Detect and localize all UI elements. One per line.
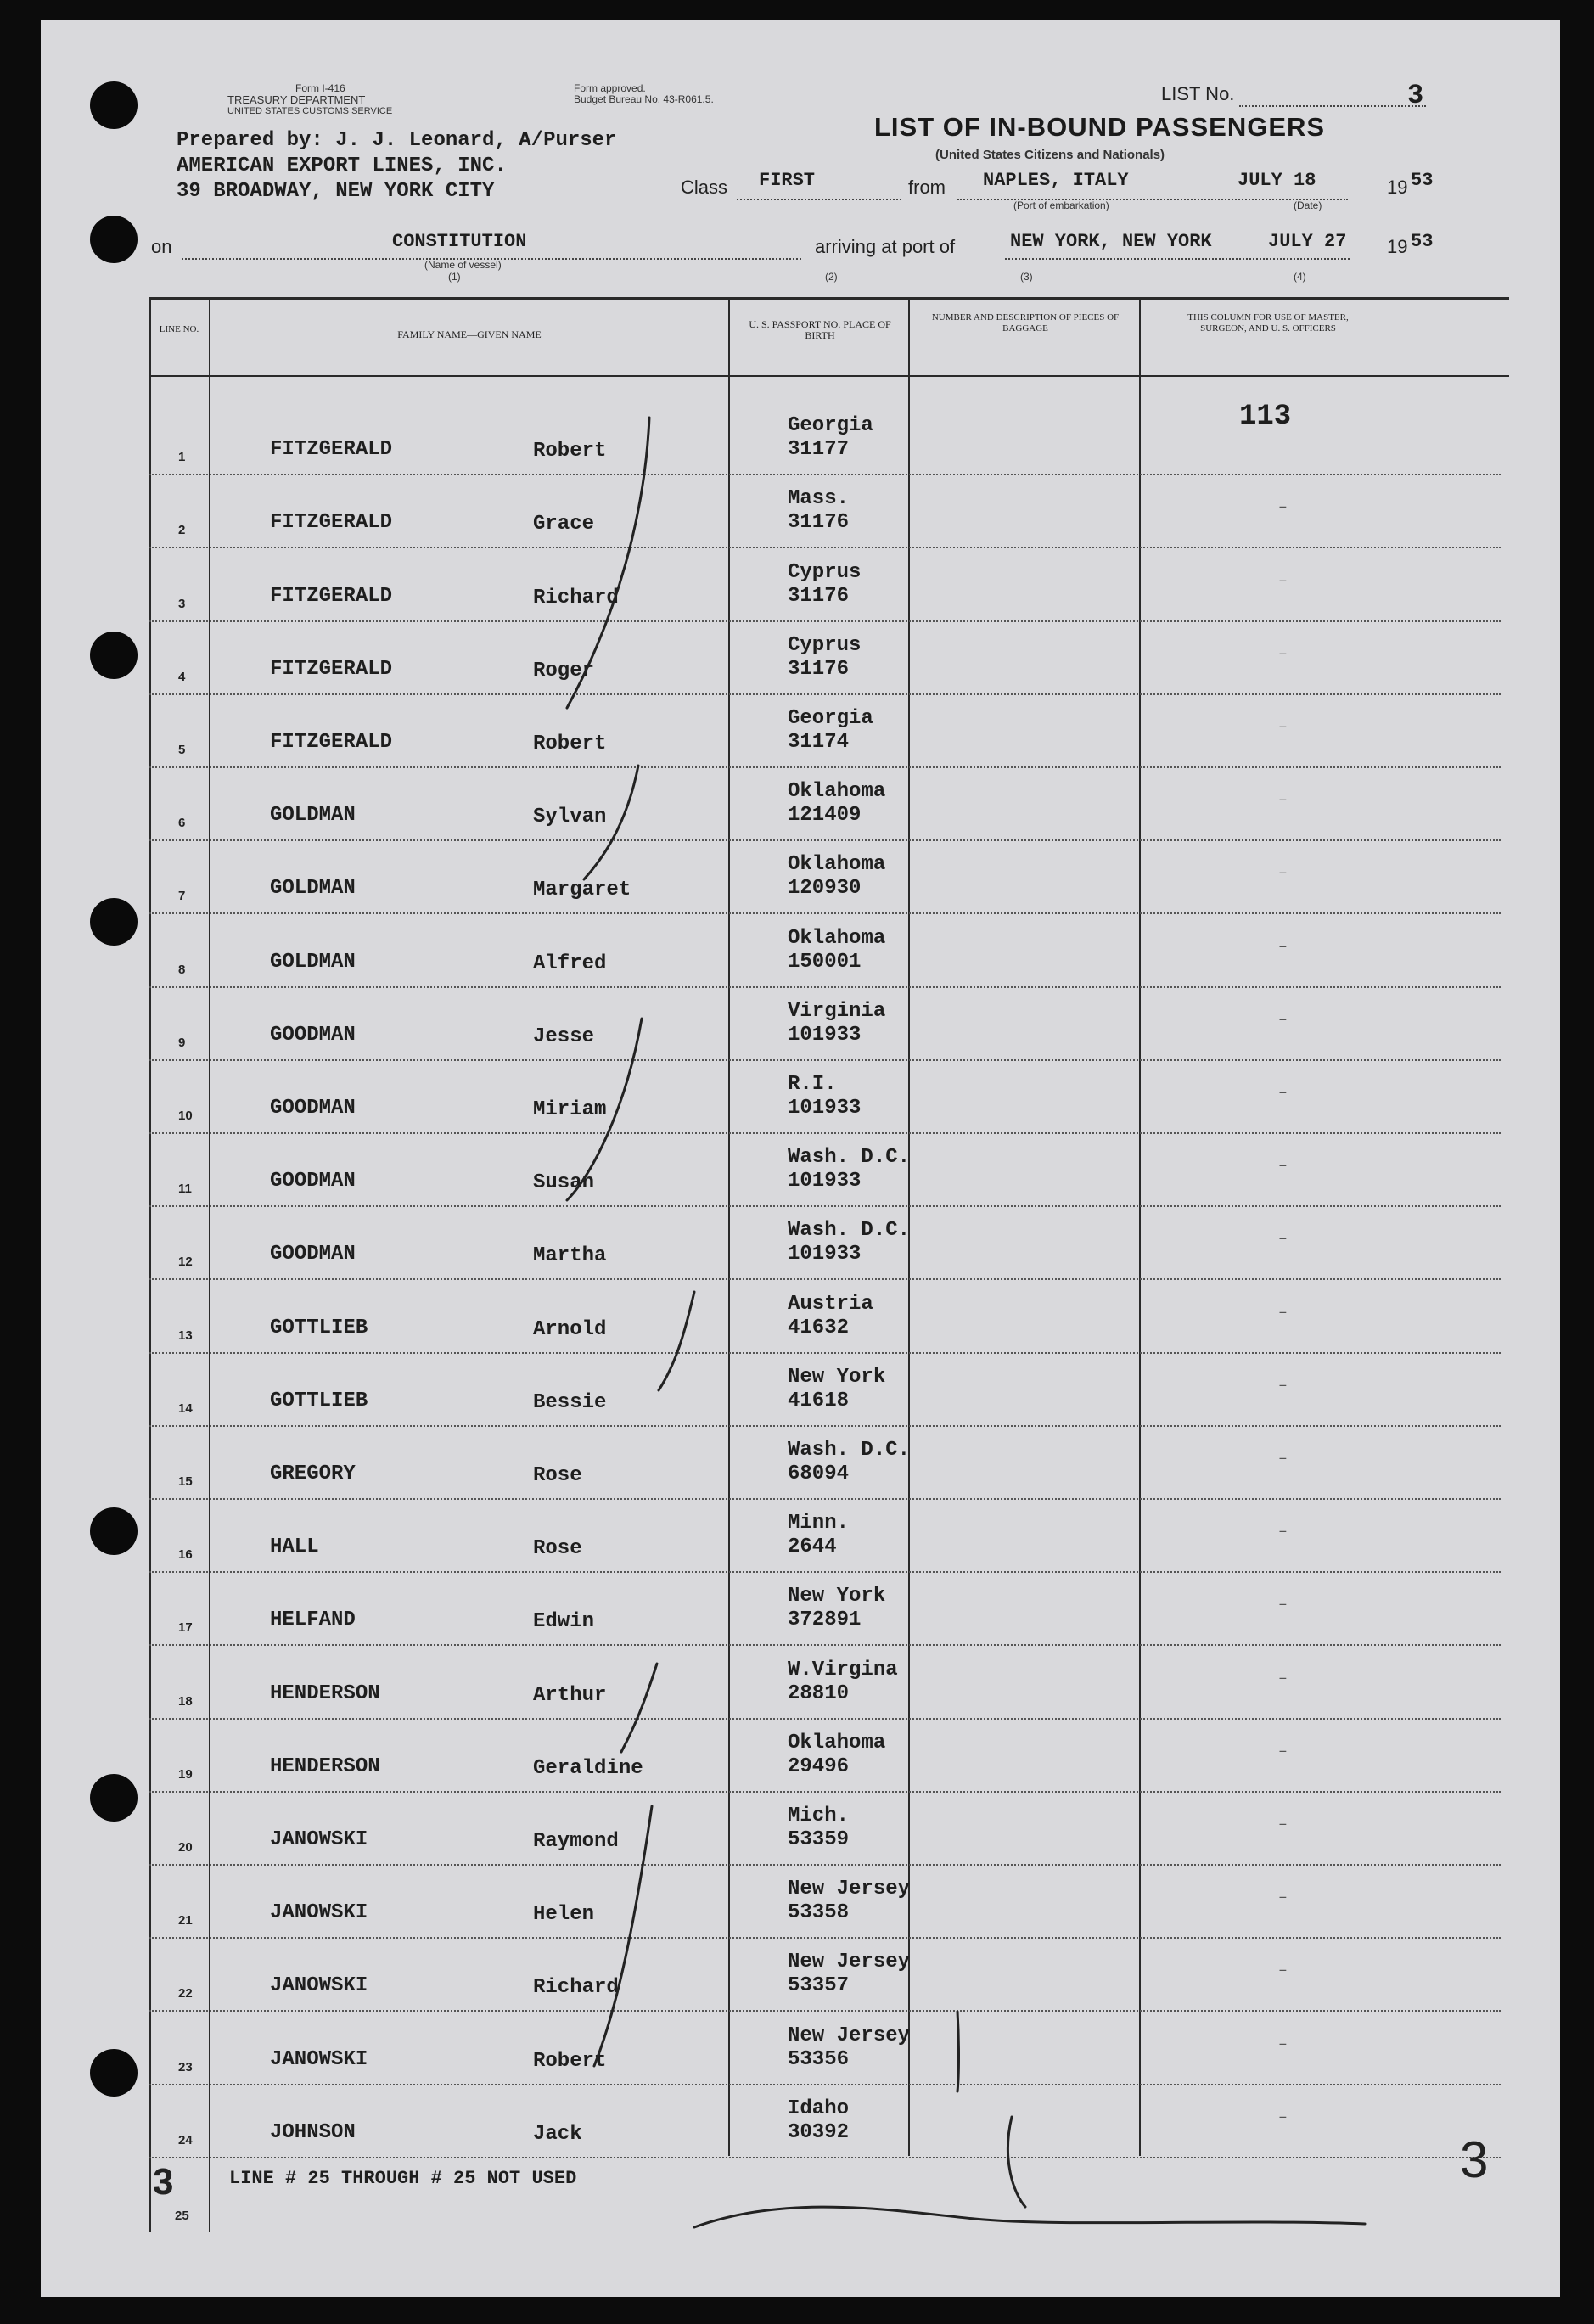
- caption-4: (4): [1294, 271, 1306, 283]
- line-number: 3: [178, 596, 186, 611]
- arriving-label: arriving at port of: [815, 236, 956, 257]
- officer-tick: –: [1278, 1670, 1288, 1687]
- officer-tick: –: [1278, 1377, 1288, 1395]
- line-number: 9: [178, 1035, 186, 1050]
- family-name: JOHNSON: [270, 2120, 356, 2144]
- officer-tick: –: [1278, 645, 1288, 663]
- line-number: 5: [178, 742, 186, 757]
- given-name: Susan: [533, 1171, 595, 1195]
- family-name: GOLDMAN: [270, 804, 356, 828]
- passport-number: 41632: [788, 1316, 850, 1339]
- vessel-caption: (Name of vessel): [424, 259, 502, 271]
- company-name: AMERICAN EXPORT LINES, INC.: [177, 154, 507, 177]
- date-caption: (Date): [1294, 199, 1322, 211]
- given-name: Jack: [533, 2122, 582, 2146]
- line-number: 2: [178, 523, 186, 538]
- given-name: Jesse: [533, 1024, 595, 1048]
- place-of-birth: Oklahoma: [788, 780, 886, 804]
- place-of-birth: Mass.: [788, 487, 850, 511]
- given-name: Sylvan: [533, 806, 607, 829]
- header-name: FAMILY NAME—GIVEN NAME: [397, 328, 542, 340]
- place-of-birth: W.Virgina: [788, 1658, 898, 1681]
- place-of-birth: New Jersey: [788, 1878, 911, 1901]
- passport-number: 101933: [788, 1096, 862, 1120]
- given-name: Roger: [533, 659, 595, 682]
- vessel-name: CONSTITUTION: [392, 231, 527, 252]
- passport-number: 53357: [788, 1974, 850, 1998]
- line-number: 16: [178, 1547, 193, 1563]
- passport-number: 68094: [788, 1462, 850, 1485]
- place-of-birth: Cyprus: [788, 560, 862, 584]
- line-number: 1: [178, 450, 186, 465]
- officer-tick: –: [1278, 1889, 1288, 1907]
- officer-tick: –: [1278, 1450, 1288, 1468]
- given-name: Robert: [533, 2049, 607, 2073]
- passport-number: 2644: [788, 1535, 837, 1559]
- given-name: Rose: [533, 1463, 582, 1487]
- family-name: GOTTLIEB: [270, 1389, 368, 1412]
- family-name: JANOWSKI: [270, 1827, 368, 1851]
- place-of-birth: Virginia: [788, 999, 886, 1023]
- given-name: Richard: [533, 586, 619, 609]
- passport-number: 121409: [788, 804, 862, 828]
- officer-tick: –: [1278, 1743, 1288, 1760]
- list-no-value: 3: [1407, 80, 1424, 111]
- family-name: HELFAND: [270, 1608, 356, 1632]
- passport-number: 53358: [788, 1901, 850, 1925]
- officer-tick: –: [1278, 1816, 1288, 1833]
- family-name: FITZGERALD: [270, 511, 393, 535]
- family-name: HENDERSON: [270, 1754, 380, 1778]
- family-name: GOODMAN: [270, 1170, 356, 1193]
- given-name: Grace: [533, 513, 595, 536]
- family-name: GOODMAN: [270, 1023, 356, 1047]
- passport-number: 101933: [788, 1170, 862, 1193]
- given-name: Rose: [533, 1537, 582, 1561]
- line-number: 17: [178, 1620, 193, 1636]
- place-of-birth: Wash. D.C.: [788, 1146, 911, 1170]
- header-line-no: LINE NO.: [159, 324, 199, 334]
- page-title: LIST OF IN-BOUND PASSENGERS: [874, 112, 1326, 142]
- officer-count: 113: [1239, 401, 1292, 433]
- passport-number: 101933: [788, 1023, 862, 1047]
- passport-number: 31174: [788, 730, 850, 754]
- line-number: 15: [178, 1474, 193, 1489]
- line-number: 14: [178, 1401, 193, 1416]
- line-number: 20: [178, 1839, 193, 1855]
- line-number: 7: [178, 889, 186, 904]
- place-of-birth: Mich.: [788, 1804, 850, 1827]
- line-number: 24: [178, 2132, 193, 2147]
- passport-number: 120930: [788, 877, 862, 901]
- manifest-page: [41, 20, 1560, 2297]
- officer-tick: –: [1278, 792, 1288, 810]
- not-used-note: LINE # 25 THROUGH # 25 NOT USED: [229, 2168, 577, 2189]
- passport-number: 31177: [788, 438, 850, 462]
- given-name: Arthur: [533, 1683, 607, 1707]
- prepared-by: Prepared by: J. J. Leonard, A/Purser: [177, 129, 617, 152]
- place-of-birth: Minn.: [788, 1512, 850, 1535]
- given-name: Bessie: [533, 1390, 607, 1414]
- line-number: 6: [178, 816, 186, 831]
- line-number-25: 25: [175, 2209, 189, 2223]
- given-name: Margaret: [533, 879, 631, 902]
- arrival-port: NEW YORK, NEW YORK: [1010, 231, 1212, 252]
- given-name: Miriam: [533, 1097, 607, 1121]
- passport-number: 31176: [788, 584, 850, 608]
- place-of-birth: New Jersey: [788, 2024, 911, 2047]
- family-name: HENDERSON: [270, 1681, 380, 1705]
- place-of-birth: Austria: [788, 1292, 873, 1316]
- line-number: 11: [178, 1182, 192, 1197]
- given-name: Raymond: [533, 1829, 619, 1853]
- department: TREASURY DEPARTMENT: [227, 93, 366, 106]
- port-of-embarkation: NAPLES, ITALY: [983, 170, 1129, 191]
- place-of-birth: Wash. D.C.: [788, 1438, 911, 1462]
- arrival-year: 53: [1411, 231, 1434, 252]
- line-number: 21: [178, 1913, 193, 1928]
- officer-tick: –: [1278, 1084, 1288, 1102]
- passport-number: 53359: [788, 1827, 850, 1851]
- place-of-birth: Georgia: [788, 706, 873, 730]
- place-of-birth: Oklahoma: [788, 1731, 886, 1754]
- place-of-birth: Georgia: [788, 414, 873, 438]
- company-address: 39 BROADWAY, NEW YORK CITY: [177, 180, 495, 203]
- passport-number: 30392: [788, 2120, 850, 2144]
- family-name: GOLDMAN: [270, 877, 356, 901]
- family-name: JANOWSKI: [270, 1901, 368, 1925]
- handwritten-marks: [41, 20, 1560, 2297]
- officer-tick: –: [1278, 1011, 1288, 1029]
- departure-year: 53: [1411, 170, 1434, 191]
- officer-tick: –: [1278, 938, 1288, 956]
- place-of-birth: Cyprus: [788, 633, 862, 657]
- caption-2: (2): [825, 271, 838, 283]
- family-name: JANOWSKI: [270, 1974, 368, 1998]
- given-name: Robert: [533, 440, 607, 463]
- class-value: FIRST: [759, 170, 816, 191]
- place-of-birth: Oklahoma: [788, 926, 886, 950]
- line-number: 19: [178, 1766, 193, 1782]
- line-number: 23: [178, 2059, 193, 2074]
- passport-number: 28810: [788, 1681, 850, 1705]
- officer-tick: –: [1278, 572, 1288, 590]
- officer-tick: –: [1278, 1231, 1288, 1249]
- from-label: from: [908, 177, 946, 198]
- embarkation-caption: (Port of embarkation): [1013, 199, 1109, 211]
- departure-date: JULY 18: [1238, 170, 1316, 191]
- header-baggage: NUMBER AND DESCRIPTION OF PIECES OF BAGGAGE: [931, 312, 1120, 334]
- officer-tick: –: [1278, 499, 1288, 517]
- given-name: Geraldine: [533, 1756, 643, 1780]
- line-number: 8: [178, 962, 186, 977]
- place-of-birth: Idaho: [788, 2097, 850, 2120]
- place-of-birth: Wash. D.C.: [788, 1219, 911, 1243]
- given-name: Richard: [533, 1976, 619, 2000]
- given-name: Robert: [533, 732, 607, 755]
- family-name: FITZGERALD: [270, 584, 393, 608]
- place-of-birth: R.I.: [788, 1072, 837, 1096]
- departure-year-prefix: 19: [1387, 177, 1408, 198]
- margin-mark-left: 3: [153, 2161, 174, 2203]
- family-name: GOODMAN: [270, 1096, 356, 1120]
- line-number: 12: [178, 1255, 193, 1270]
- passport-number: 150001: [788, 950, 862, 974]
- line-number: 10: [178, 1108, 193, 1123]
- officer-tick: –: [1278, 1962, 1288, 1980]
- family-name: HALL: [270, 1535, 319, 1559]
- arrival-year-prefix: 19: [1387, 236, 1408, 257]
- given-name: Alfred: [533, 951, 607, 975]
- passport-number: 53356: [788, 2047, 850, 2071]
- officer-tick: –: [1278, 1524, 1288, 1541]
- form-approved: Form approved.: [574, 82, 646, 94]
- family-name: GOLDMAN: [270, 950, 356, 974]
- officer-tick: –: [1278, 1597, 1288, 1614]
- family-name: FITZGERALD: [270, 657, 393, 681]
- passport-number: 41618: [788, 1389, 850, 1412]
- family-name: GOTTLIEB: [270, 1316, 368, 1339]
- caption-3: (3): [1020, 271, 1033, 283]
- caption-1: (1): [448, 271, 461, 283]
- place-of-birth: New Jersey: [788, 1951, 911, 1974]
- service: UNITED STATES CUSTOMS SERVICE: [227, 106, 393, 116]
- passport-number: 101933: [788, 1243, 862, 1266]
- given-name: Martha: [533, 1244, 607, 1268]
- page-subtitle: (United States Citizens and Nationals): [935, 148, 1165, 162]
- family-name: FITZGERALD: [270, 438, 393, 462]
- officer-tick: –: [1278, 2035, 1288, 2053]
- class-label: Class: [681, 177, 728, 198]
- given-name: Arnold: [533, 1317, 607, 1341]
- passport-number: 31176: [788, 657, 850, 681]
- officer-tick: –: [1278, 865, 1288, 883]
- officer-tick: –: [1278, 2108, 1288, 2126]
- form-number: Form I-416: [295, 82, 345, 94]
- line-number: 13: [178, 1328, 193, 1343]
- budget-bureau: Budget Bureau No. 43-R061.5.: [574, 93, 714, 105]
- officer-tick: –: [1278, 1304, 1288, 1322]
- place-of-birth: New York: [788, 1585, 886, 1608]
- list-no-label: LIST No.: [1161, 83, 1235, 104]
- given-name: Helen: [533, 1903, 595, 1927]
- family-name: JANOWSKI: [270, 2047, 368, 2071]
- passport-number: 29496: [788, 1754, 850, 1778]
- passport-number: 31176: [788, 511, 850, 535]
- place-of-birth: New York: [788, 1365, 886, 1389]
- margin-mark-right: 3: [1460, 2131, 1489, 2188]
- officer-tick: –: [1278, 718, 1288, 736]
- passport-number: 372891: [788, 1608, 862, 1632]
- place-of-birth: Oklahoma: [788, 853, 886, 877]
- family-name: GREGORY: [270, 1462, 356, 1485]
- on-label: on: [151, 236, 172, 257]
- officer-tick: –: [1278, 1158, 1288, 1176]
- line-number: 18: [178, 1693, 193, 1709]
- header-passport: U. S. PASSPORT NO. PLACE OF BIRTH: [749, 318, 891, 341]
- header-officers: THIS COLUMN FOR USE OF MASTER, SURGEON, AND U. S. OFFICERS: [1187, 312, 1349, 334]
- line-number: 4: [178, 669, 186, 684]
- line-number: 22: [178, 1986, 193, 2001]
- given-name: Edwin: [533, 1610, 595, 1634]
- family-name: FITZGERALD: [270, 730, 393, 754]
- family-name: GOODMAN: [270, 1243, 356, 1266]
- arrival-date: JULY 27: [1268, 231, 1347, 252]
